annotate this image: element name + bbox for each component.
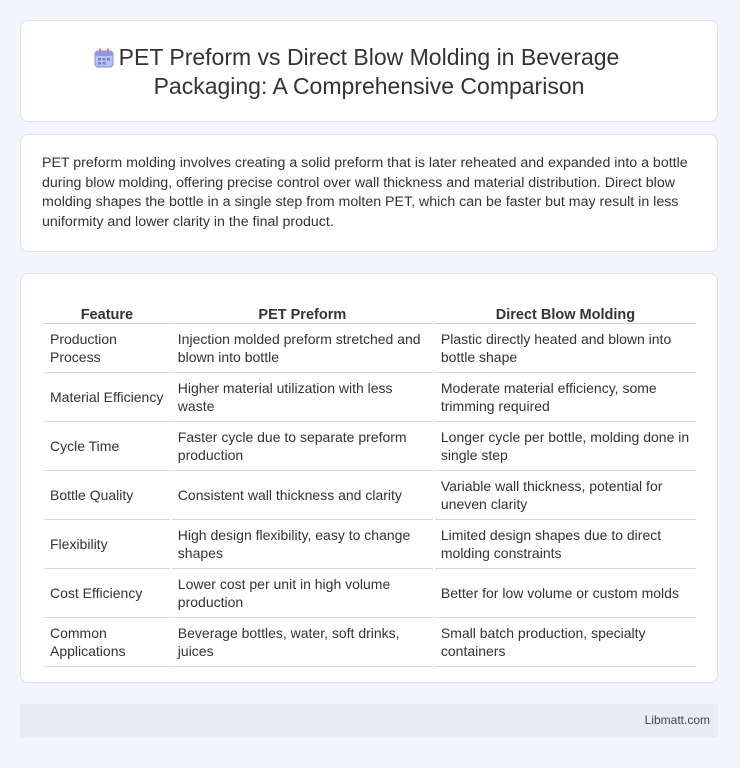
table-row [44,520,696,569]
row-pet-preform: Beverage bottles, water, soft drinks, juices [172,618,433,667]
row-pet-preform: Lower cost per unit in high volume production [172,569,433,618]
row-pet-preform: Consistent wall thickness and clarity [172,471,433,520]
title-card [20,20,718,122]
comparison-card [20,273,718,683]
table-row [44,618,696,667]
row-direct-blow: Limited design shapes due to direct molding constraints [435,520,696,569]
row-direct-blow: Longer cycle per bottle, molding done in single step [435,422,696,471]
table-row [44,471,696,520]
row-feature: Bottle Quality [44,471,170,520]
intro-card [20,134,718,252]
row-pet-preform: Higher material utilization with less waste [172,373,433,422]
table-header-row [44,294,696,324]
table-row [44,422,696,471]
row-pet-preform: Faster cycle due to separate preform production [172,422,433,471]
comparison-table [42,294,698,667]
intro-paragraph: PET preform molding involves creating a solid preform that is later reheated and expanded into a bottle during blow molding, offering precise control over wall thickness and material distribution. Direct blow molding shapes the bottle in a single step from molten PET, which can be faster but may result in less uniformity and lower clarity in the final product. [42,155,688,230]
title-line-1: PET Preform vs Direct Blow Molding in Beverage [118,44,620,70]
table-row [44,569,696,618]
footer-brand[interactable]: Libmatt.com [644,713,710,727]
title-line-2: Packaging: A Comprehensive Comparison [153,73,585,99]
footer-bar [20,704,718,738]
header-feature: Feature [44,294,170,324]
row-direct-blow: Moderate material efficiency, some trimming required [435,373,696,422]
row-feature: Common Applications [44,618,170,667]
row-feature: Cycle Time [44,422,170,471]
header-pet-preform: PET Preform [172,294,433,324]
table-row [44,324,696,373]
header-direct-blow-molding: Direct Blow Molding [435,294,696,324]
page-title [21,43,717,101]
row-pet-preform: High design flexibility, easy to change shapes [172,520,433,569]
row-feature: Material Efficiency [44,373,170,422]
row-feature: Cost Efficiency [44,569,170,618]
row-direct-blow: Better for low volume or custom molds [435,569,696,618]
row-direct-blow: Plastic directly heated and blown into bottle shape [435,324,696,373]
row-direct-blow: Small batch production, specialty containers [435,618,696,667]
row-feature: Production Process [44,324,170,373]
table-row [44,373,696,422]
row-pet-preform: Injection molded preform stretched and blown into bottle [172,324,433,373]
row-direct-blow: Variable wall thickness, potential for uneven clarity [435,471,696,520]
row-feature: Flexibility [44,520,170,569]
